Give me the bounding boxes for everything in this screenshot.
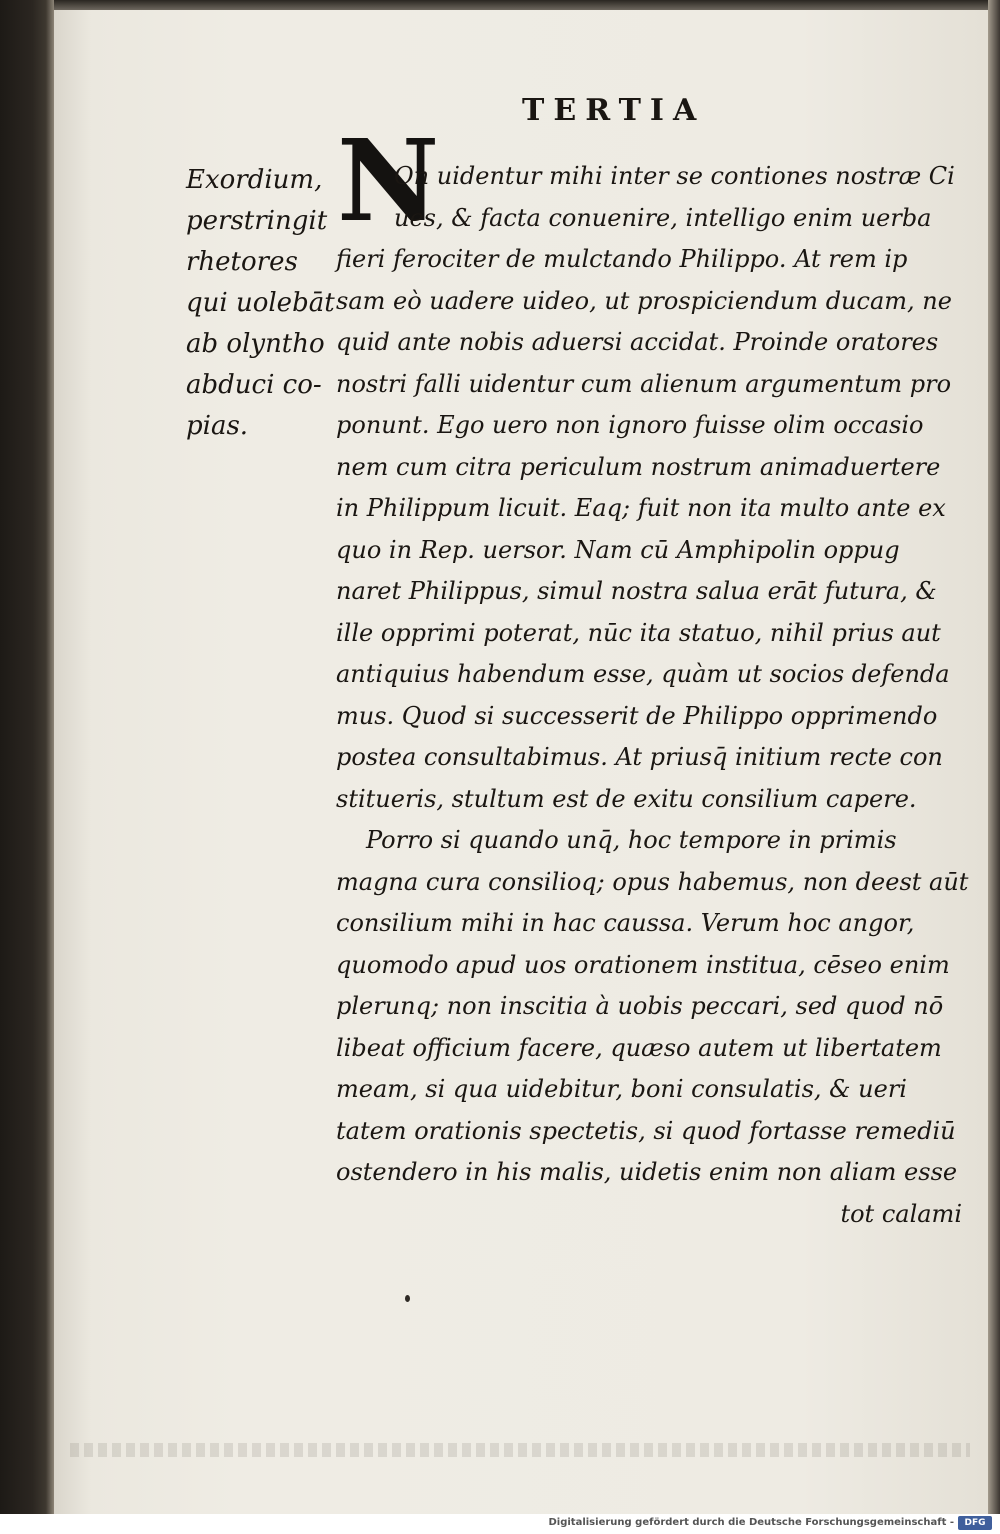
text-line: nem cum citra periculum nostrum animaduertere	[336, 452, 941, 481]
text-line: ues, & facta conuenire, intelligo enim uerba	[394, 203, 932, 232]
text-line: consilium mihi in hac caussa. Verum hoc angor,	[336, 909, 915, 937]
text-line: On uidentur mihi inter se contiones nostræ Ci	[394, 162, 955, 190]
margin-note-line: abduci co-	[186, 370, 322, 400]
text-line: tatem orationis spectetis, si quod fortasse remediū	[336, 1116, 956, 1145]
body-text-block	[336, 156, 969, 1235]
margin-note-line: ab olyntho	[186, 329, 325, 359]
text-line: ille opprimi poterat, nūc ita statuo, nihil prius aut	[336, 618, 941, 647]
text-line: ponunt. Ego uero non ignoro fuisse olim occasio	[336, 411, 924, 439]
text-line: libeat officium facere, quæso autem ut libertatem	[336, 1033, 942, 1062]
text-line: sam eò uadere uideo, ut prospiciendum ducam, ne	[336, 286, 952, 315]
text-line: quomodo apud uos orationem institua, cēseo enim	[336, 950, 950, 979]
margin-note-line: rhetores	[186, 247, 298, 277]
text-line: fieri ferociter de mulctando Philippo. At rem ip	[336, 245, 908, 273]
dfg-logo: DFG	[958, 1516, 992, 1530]
text-line: magna cura consilioq; opus habemus, non deest aūt	[336, 867, 969, 896]
margin-note-line: qui uolebāt	[186, 288, 335, 318]
bleed-through-text	[70, 1443, 970, 1457]
funding-notice: Digitalisierung gefördert durch die Deutsche Forschungsgemeinschaft -	[548, 1517, 954, 1528]
text-line: ostendero in his malis, uidetis enim non aliam esse	[336, 1158, 958, 1186]
ink-speck	[405, 1295, 410, 1302]
text-line: quo in Rep. uersor. Nam cū Amphipolin oppug	[336, 535, 900, 564]
margin-note-line: pias.	[186, 411, 249, 441]
text-line: stitueris, stultum est de exitu consilium capere.	[336, 784, 917, 813]
margin-note-line: Exordium,	[186, 165, 323, 195]
book-edge-right	[988, 0, 1000, 1514]
text-line: naret Philippus, simul nostra salua erāt futura, &	[336, 577, 937, 605]
text-line: plerunq; non inscitia à uobis peccari, sed quod nō	[336, 992, 944, 1020]
text-line: nostri falli uidentur cum alienum argumentum pro	[336, 369, 952, 398]
margin-note-line: perstringit	[186, 206, 328, 236]
text-line: Porro si quando unq̄, hoc tempore in primis	[366, 826, 897, 854]
running-header: TERTIA	[522, 93, 706, 128]
text-line: in Philippum licuit. Eaq; fuit non ita multo ante ex	[336, 494, 946, 522]
book-edge-top	[0, 0, 1000, 10]
text-line: postea consultabimus. At priusq̄ initium recte con	[336, 743, 943, 771]
catchword: tot calami	[840, 1199, 962, 1228]
text-line: meam, si qua uidebitur, boni consulatis, & ueri	[336, 1075, 907, 1103]
text-line: quid ante nobis aduersi accidat. Proinde oratores	[336, 328, 939, 356]
book-spine-shadow	[0, 0, 54, 1514]
marginal-note	[186, 160, 336, 447]
drop-cap-initial: N	[337, 116, 440, 247]
text-line: mus. Quod si successerit de Philippo opprimendo	[336, 701, 938, 730]
text-line: antiquius habendum esse, quàm ut socios defenda	[336, 660, 950, 688]
